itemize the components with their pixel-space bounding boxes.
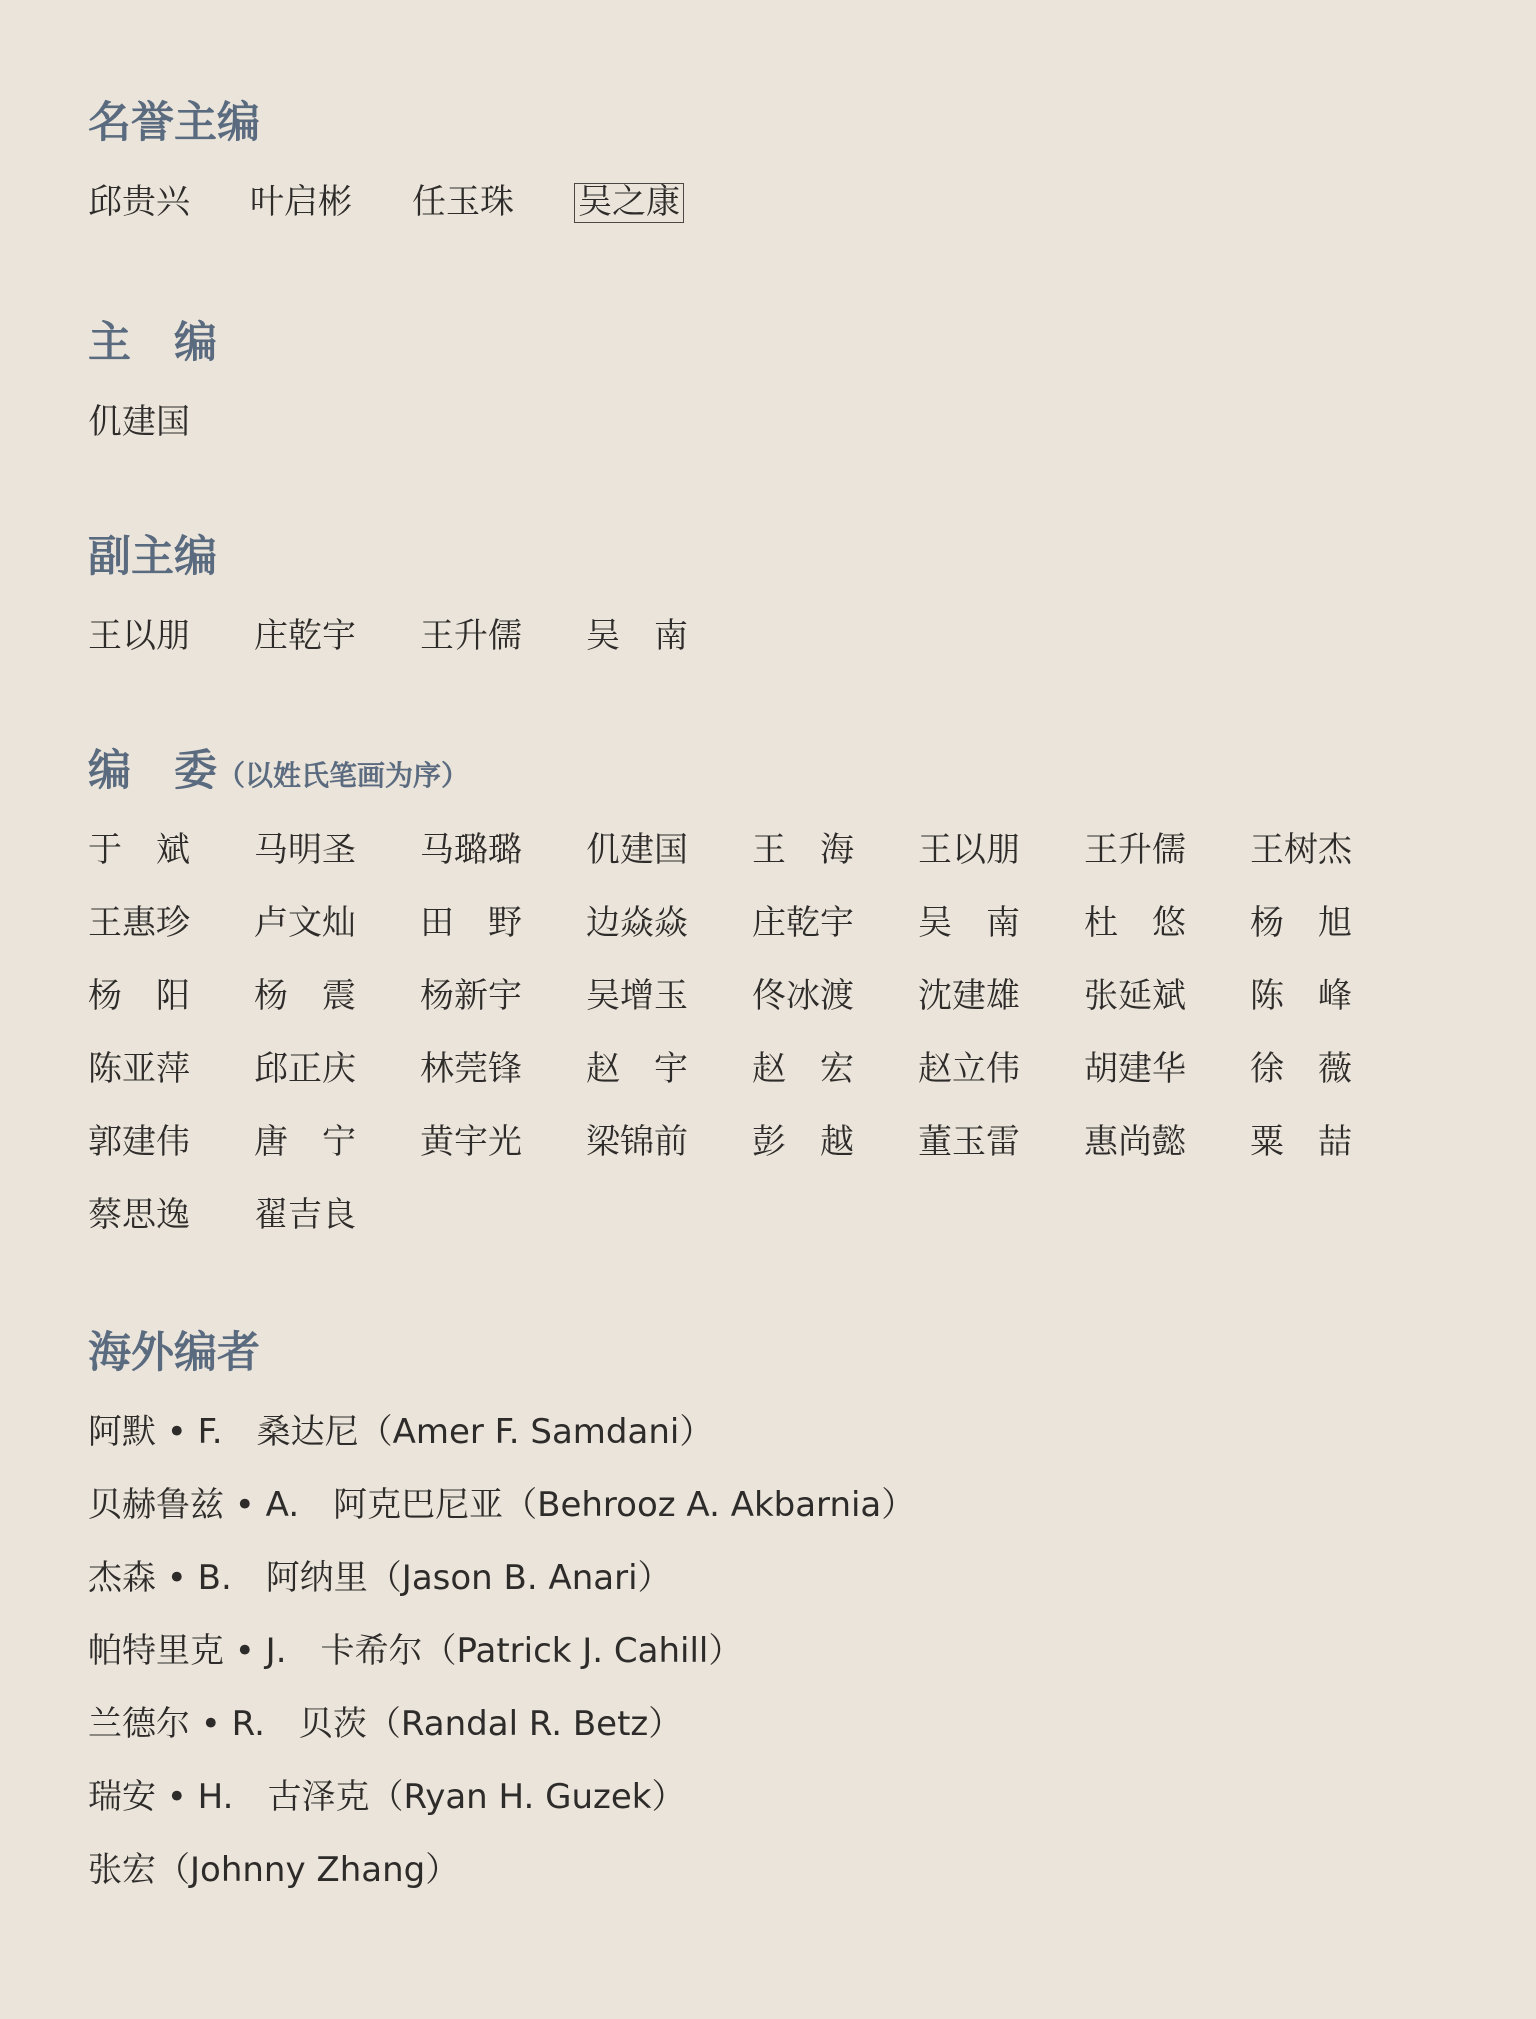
- board-member-name: 蔡思逸: [88, 1195, 190, 1235]
- editor-name-boxed: 吴之康: [574, 183, 684, 223]
- board-member-name: 赵立伟: [918, 1049, 1020, 1089]
- editorial-board-section: [88, 746, 1352, 1235]
- board-member-name: 翟吉良: [254, 1195, 356, 1235]
- overseas-editors-section: [88, 1328, 916, 1890]
- board-member-name: 杜 悠: [1084, 903, 1186, 943]
- board-member-name: 董玉雷: [918, 1122, 1020, 1162]
- overseas-name-list: [88, 1412, 915, 1923]
- board-member-name: 于 斌: [88, 830, 190, 870]
- board-member-name: 惠尚懿: [1084, 1122, 1186, 1162]
- board-member-name: 王树杰: [1250, 830, 1352, 870]
- board-member-name: 黄宇光: [420, 1122, 522, 1162]
- board-member-name: 卢文灿: [254, 903, 356, 943]
- overseas-editor-name: 帕特里克 • J. 卡希尔（Patrick J. Cahill）: [88, 1631, 743, 1671]
- board-member-name: 赵 宏: [752, 1049, 854, 1089]
- chief-editor-section: [88, 318, 217, 442]
- board-member-name: 赵 宇: [586, 1049, 688, 1089]
- board-member-name: 梁锦前: [586, 1122, 688, 1162]
- board-member-name: 边焱焱: [586, 903, 688, 943]
- overseas-editor-name: 兰德尔 • R. 贝茨（Randal R. Betz）: [88, 1704, 683, 1744]
- editor-name: 王以朋: [88, 616, 190, 656]
- board-member-name: 郭建伟: [88, 1122, 190, 1162]
- board-member-name: 吴增玉: [586, 976, 688, 1016]
- board-member-name: 胡建华: [1084, 1049, 1186, 1089]
- name-row: [88, 182, 684, 223]
- board-member-name: 庄乾宇: [752, 903, 854, 943]
- editor-name: 王升儒: [420, 616, 522, 656]
- overseas-editor-name: 杰森 • B. 阿纳里（Jason B. Anari）: [88, 1558, 672, 1598]
- section-title: 海外编者: [88, 1328, 260, 1378]
- board-member-name: 马明圣: [254, 830, 356, 870]
- board-member-name: 马璐璐: [420, 830, 522, 870]
- overseas-editor-name: 贝赫鲁兹 • A. 阿克巴尼亚（Behrooz A. Akbarnia）: [88, 1485, 916, 1525]
- editor-name: 邱贵兴: [88, 182, 190, 222]
- board-member-name: 王以朋: [918, 830, 1020, 870]
- board-member-name: 粟 喆: [1250, 1122, 1352, 1162]
- ordering-note: （以姓氏笔画为序）: [217, 759, 470, 792]
- board-member-name: 杨 阳: [88, 976, 190, 1016]
- board-member-name: 陈亚萍: [88, 1049, 190, 1089]
- editor-name: 庄乾宇: [254, 616, 356, 656]
- board-member-name: 林莞锋: [420, 1049, 522, 1089]
- board-member-name: 陈 峰: [1250, 976, 1352, 1016]
- board-member-name: 王惠珍: [88, 903, 190, 943]
- board-member-name: 杨 旭: [1250, 903, 1352, 943]
- board-member-name: 佟冰渡: [752, 976, 854, 1016]
- section-title: 主 编: [88, 318, 217, 368]
- editor-name: 任玉珠: [412, 182, 514, 222]
- board-member-name: 邱正庆: [254, 1049, 356, 1089]
- editor-name: 叶启彬: [250, 182, 352, 222]
- section-title: 名誉主编: [88, 98, 260, 148]
- board-member-name: 杨新宇: [420, 976, 522, 1016]
- board-name-grid: [88, 830, 1416, 1268]
- board-member-name: 杨 震: [254, 976, 356, 1016]
- section-title-text: 编 委: [88, 746, 217, 796]
- board-member-name: 仉建国: [586, 830, 688, 870]
- section-title: 副主编: [88, 532, 217, 582]
- overseas-editor-name: 张宏（Johnny Zhang）: [88, 1850, 460, 1890]
- board-member-name: 唐 宁: [254, 1122, 356, 1162]
- board-member-name: 王升儒: [1084, 830, 1186, 870]
- name-row: [88, 616, 752, 656]
- overseas-editor-name: 瑞安 • H. 古泽克（Ryan H. Guzek）: [88, 1777, 686, 1817]
- editor-name: 吴 南: [586, 616, 688, 656]
- board-member-name: 田 野: [420, 903, 522, 943]
- board-member-name: 徐 薇: [1250, 1049, 1352, 1089]
- editor-name: 仉建国: [88, 402, 190, 442]
- board-member-name: 吴 南: [918, 903, 1020, 943]
- honorary-editors-section: [88, 98, 680, 222]
- board-member-name: 彭 越: [752, 1122, 854, 1162]
- deputy-editors-section: [88, 532, 688, 656]
- name-row: [88, 402, 190, 442]
- board-member-name: 王 海: [752, 830, 854, 870]
- section-title: [88, 746, 470, 796]
- overseas-editor-name: 阿默 • F. 桑达尼（Amer F. Samdani）: [88, 1412, 714, 1452]
- board-member-name: 沈建雄: [918, 976, 1020, 1016]
- board-member-name: 张延斌: [1084, 976, 1186, 1016]
